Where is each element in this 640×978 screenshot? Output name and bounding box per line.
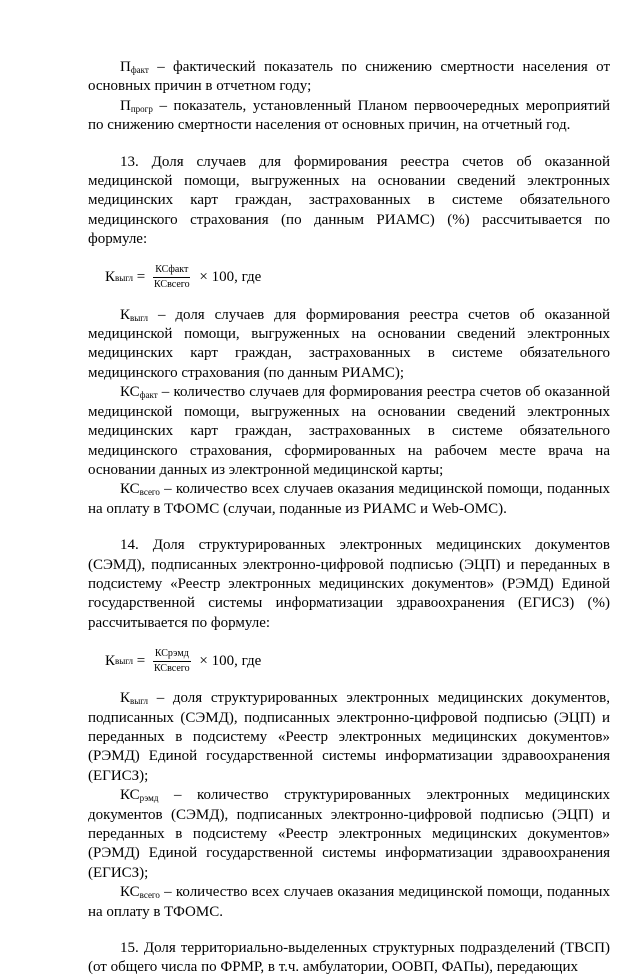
definition-p-progr: $П_{прогр}$ – показатель, установленный Планом первоочередных мероприятий по снижению смертности населения от основных причин, на отчетный год. (88, 97, 610, 134)
section-14-intro: 14. Доля структурированных электронных медицинских документов (СЭМД), подписанных электронно-цифровой подписью (ЭЦП) и переданных в подсистему «Реестр электронных медицинских документов» (РЭМД) Единой государственной системы информатизации здравоохранения (ЕГИСЗ) (%) рассчитывается по формуле: (88, 537, 610, 631)
document-page (88, 58, 610, 978)
definition-p-fact: $П_{факт}$ – фактический показатель по снижению смертности населения от основных причин в отчетном году; (88, 59, 610, 95)
section-13-def-ks-fact: $КС_{факт}$ – количество случаев для формирования реестра счетов об оказанной медицинской помощи, выгруженных на основании сведений электронных медицинских карт граждан, застрахованных в системе обязательного медицинского страхования, сформированных на рабочем месте врача на основании данных из электронной медицинской карты; (88, 384, 610, 478)
section-14-def-ks-total: $КС_{всего}$ – количество всех случаев оказания медицинской помощи, поданных на оплату в ТФОМС. (88, 884, 610, 920)
section-13-def-k: $К_{выгл}$ – доля случаев для формирования реестра счетов об оказанной медицинской помощи, выгруженных на основании сведений электронных медицинских карт граждан, застрахованных в системе обязательного медицинского страхования (по данным РИАМС); (88, 306, 610, 381)
section-14-def-ks-remd: $КС_{рэмд}$ – количество структурированных электронных медицинских документов (СЭМД), подписанных электронно-цифровой подписью (ЭЦП) и переданных в подсистему «Реестр электронных медицинских документов» (РЭМД) Единой государственной системы информатизации здравоохранения (ЕГИСЗ); (88, 787, 610, 881)
formula-13-fraction: $\frac{\text{КСфакт}}{\text{КСвсего}}$ (154, 264, 190, 291)
section-14-def-k: $К_{выгл}$ – доля структурированных электронных медицинских документов, подписанных (СЭМД), подписанных электронно-цифровой подписью (ЭЦП) и переданных в подсистему «Реестр электронных медицинских документов» (РЭМД) Единой государственной системы информатизации здравоохранения (ЕГИСЗ); (88, 690, 610, 784)
formula-14-fraction: $\frac{\text{КСрэмд}}{\text{КСвсего}}$ (154, 647, 190, 674)
formula-13: К выгл = $\frac{\text{КСфакт}}{\text{КСвсего}}$ × 100, где (105, 264, 262, 291)
formula-14: К выгл = $\frac{\text{КСрэмд}}{\text{КСвсего}}$ × 100, где (105, 647, 262, 674)
section-13-intro: 13. Доля случаев для формирования реестра счетов об оказанной медицинской помощи, выгруженных на основании сведений электронных медицинских карт граждан, застрахованных в системе обязательного медицинского страхования (по данным РИАМС) (%) рассчитывается по формуле: (88, 153, 610, 248)
section-15-intro: 15. Доля территориально-выделенных структурных подразделений (ТВСП) (от общего числа по ФРМР, в т.ч. амбулатории, ООВП, ФАПы), передающих (88, 940, 610, 976)
section-13-def-ks-total: $КС_{всего}$ – количество всех случаев оказания медицинской помощи, поданных на оплату в ТФОМС (случаи, поданные из РИАМС и Web-ОМС). (88, 481, 610, 517)
